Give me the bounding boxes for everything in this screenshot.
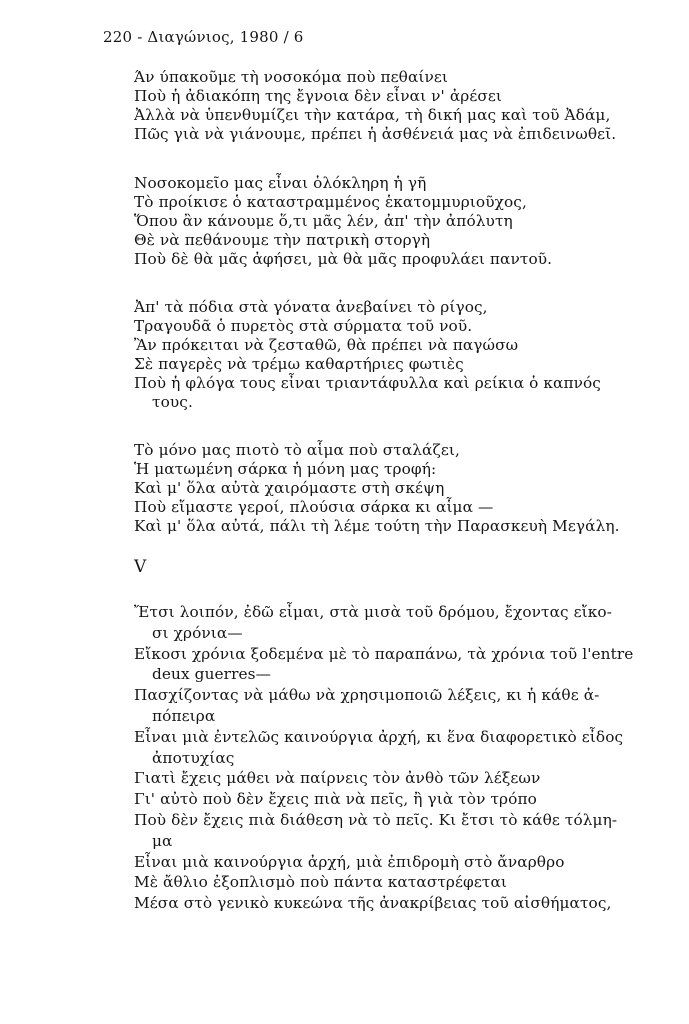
verse-line: Ἀλλὰ νὰ ὑπενθυμίζει τὴν κατάρα, τὴ δική μας καὶ τοῦ Ἀδάμ, — [134, 106, 611, 124]
verse-line: Ἡ ματωμένη σάρκα ἡ μόνη μας τροφή: — [134, 460, 437, 478]
page-header: 220 - Διαγώνιος, 1980 / 6 — [103, 28, 304, 46]
verse-line: Ποὺ ἡ ἀδιακόπη της ἔγνοια δὲν εἶναι ν' ἀρέσει — [134, 87, 503, 105]
verse-line: Ὅπου ἂν κάνουμε ὅ,τι μᾶς λέν, ἀπ' τὴν ἀπόλυτη — [134, 212, 513, 230]
stanza-4 — [134, 441, 620, 536]
verse-line: Μέσα στὸ γενικὸ κυκεώνα τῆς ἀνακρίβειας τοῦ αἰσθήματος, — [134, 894, 612, 913]
verse-line-continuation: ἀποτυχίας — [152, 748, 235, 767]
verse-line: Ποὺ δὲ θὰ μᾶς ἀφήσει, μὰ θὰ μᾶς προφυλάει παντοῦ. — [134, 250, 553, 268]
verse-line-continuation: πόπειρα — [152, 706, 216, 725]
verse-line: Ἂν πρόκειται νὰ ζεσταθῶ, θὰ πρέπει νὰ παγώσω — [134, 336, 519, 354]
verse-line: Ποὺ ἡ φλόγα τους εἶναι τριαντάφυλλα καὶ ρείκια ὁ καπνός — [134, 374, 601, 392]
verse-line: Ἀπ' τὰ πόδια στὰ γόνατα ἀνεβαίνει τὸ ρίγος, — [134, 298, 488, 316]
verse-line-continuation: σι χρόνια— — [152, 623, 243, 642]
stanza-5 — [134, 602, 633, 914]
verse-line: Ποὺ εἴμαστε γεροί, πλούσια σάρκα κι αἷμα — — [134, 498, 494, 516]
section-numeral: V — [134, 557, 147, 577]
verse-line: Καὶ μ' ὅλα αὐτά, πάλι τὴ λέμε τούτη τὴν Παρασκευὴ Μεγάλη. — [134, 517, 620, 535]
verse-line: Πῶς γιὰ νὰ γιάνουμε, πρέπει ἡ ἀσθένειά μας νὰ ἐπιδεινωθεῖ. — [134, 125, 617, 143]
verse-line-continuation: μα — [152, 831, 173, 850]
verse-line: Πασχίζοντας νὰ μάθω νὰ χρησιμοποιῶ λέξεις, κι ἡ κάθε ἀ- — [134, 686, 600, 705]
stanza-2 — [134, 174, 552, 269]
verse-line: Γι' αὐτὸ ποὺ δὲν ἔχεις πιὰ νὰ πεῖς, ἢ γιὰ τὸν τρόπο — [134, 790, 537, 809]
verse-line: Τραγουδᾶ ὁ πυρετὸς στὰ σύρματα τοῦ νοῦ. — [134, 317, 473, 335]
verse-line: Άν ύπακοῦμε τὴ νοσοκόμα ποὺ πεθαίνει — [134, 68, 449, 86]
verse-line: Μὲ ἄθλιο ἐξοπλισμὸ ποὺ πάντα καταστρέφεται — [134, 873, 507, 892]
verse-line: Ἔτσι λοιπόν, ἐδῶ εἶμαι, στὰ μισὰ τοῦ δρόμου, ἔχοντας εἴκο- — [134, 603, 613, 621]
verse-line: Τὸ προίκισε ὁ καταστραμμένος ἑκατομμυριοῦχος, — [134, 193, 527, 211]
verse-line: Εἶναι μιὰ ἐντελῶς καινούργια ἀρχή, κι ἕνα διαφορετικὸ εἶδος — [134, 727, 624, 746]
verse-line: Γιατὶ ἔχεις μάθει νὰ παίρνεις τὸν ἀνθὸ τῶν λέξεων — [134, 769, 541, 788]
verse-line: Ποὺ δὲν ἔχεις πιὰ διάθεση νὰ τὸ πεῖς. Κι ἔτσι τὸ κάθε τόλμη- — [134, 810, 618, 829]
stanza-3 — [134, 298, 601, 412]
verse-line: Εἴκοσι χρόνια ξοδεμένα μὲ τὸ παραπάνω, τὰ χρόνια τοῦ l'entre — [134, 644, 634, 663]
verse-line: Τὸ μόνο μας πιοτὸ τὸ αἷμα ποὺ σταλάζει, — [134, 441, 460, 459]
verse-line: Σὲ παγερὲς νὰ τρέμω καθαρτήριες φωτιὲς — [134, 355, 464, 373]
verse-line: Εἶναι μιὰ καινούργια ἀρχή, μιὰ ἐπιδρομὴ στὸ ἄναρθρο — [134, 852, 565, 871]
verse-line-continuation: τους. — [152, 393, 193, 411]
verse-line: Καὶ μ' ὅλα αὐτὰ χαιρόμαστε στὴ σκέψη — [134, 479, 445, 497]
stanza-1 — [134, 68, 616, 144]
verse-line: Θὲ νὰ πεθάνουμε τὴν πατρικὴ στοργὴ — [134, 231, 431, 249]
verse-line-continuation: deux guerres— — [152, 665, 272, 684]
verse-line: Νοσοκομεῖο μας εἶναι ὁλόκληρη ἡ γῆ — [134, 174, 427, 192]
